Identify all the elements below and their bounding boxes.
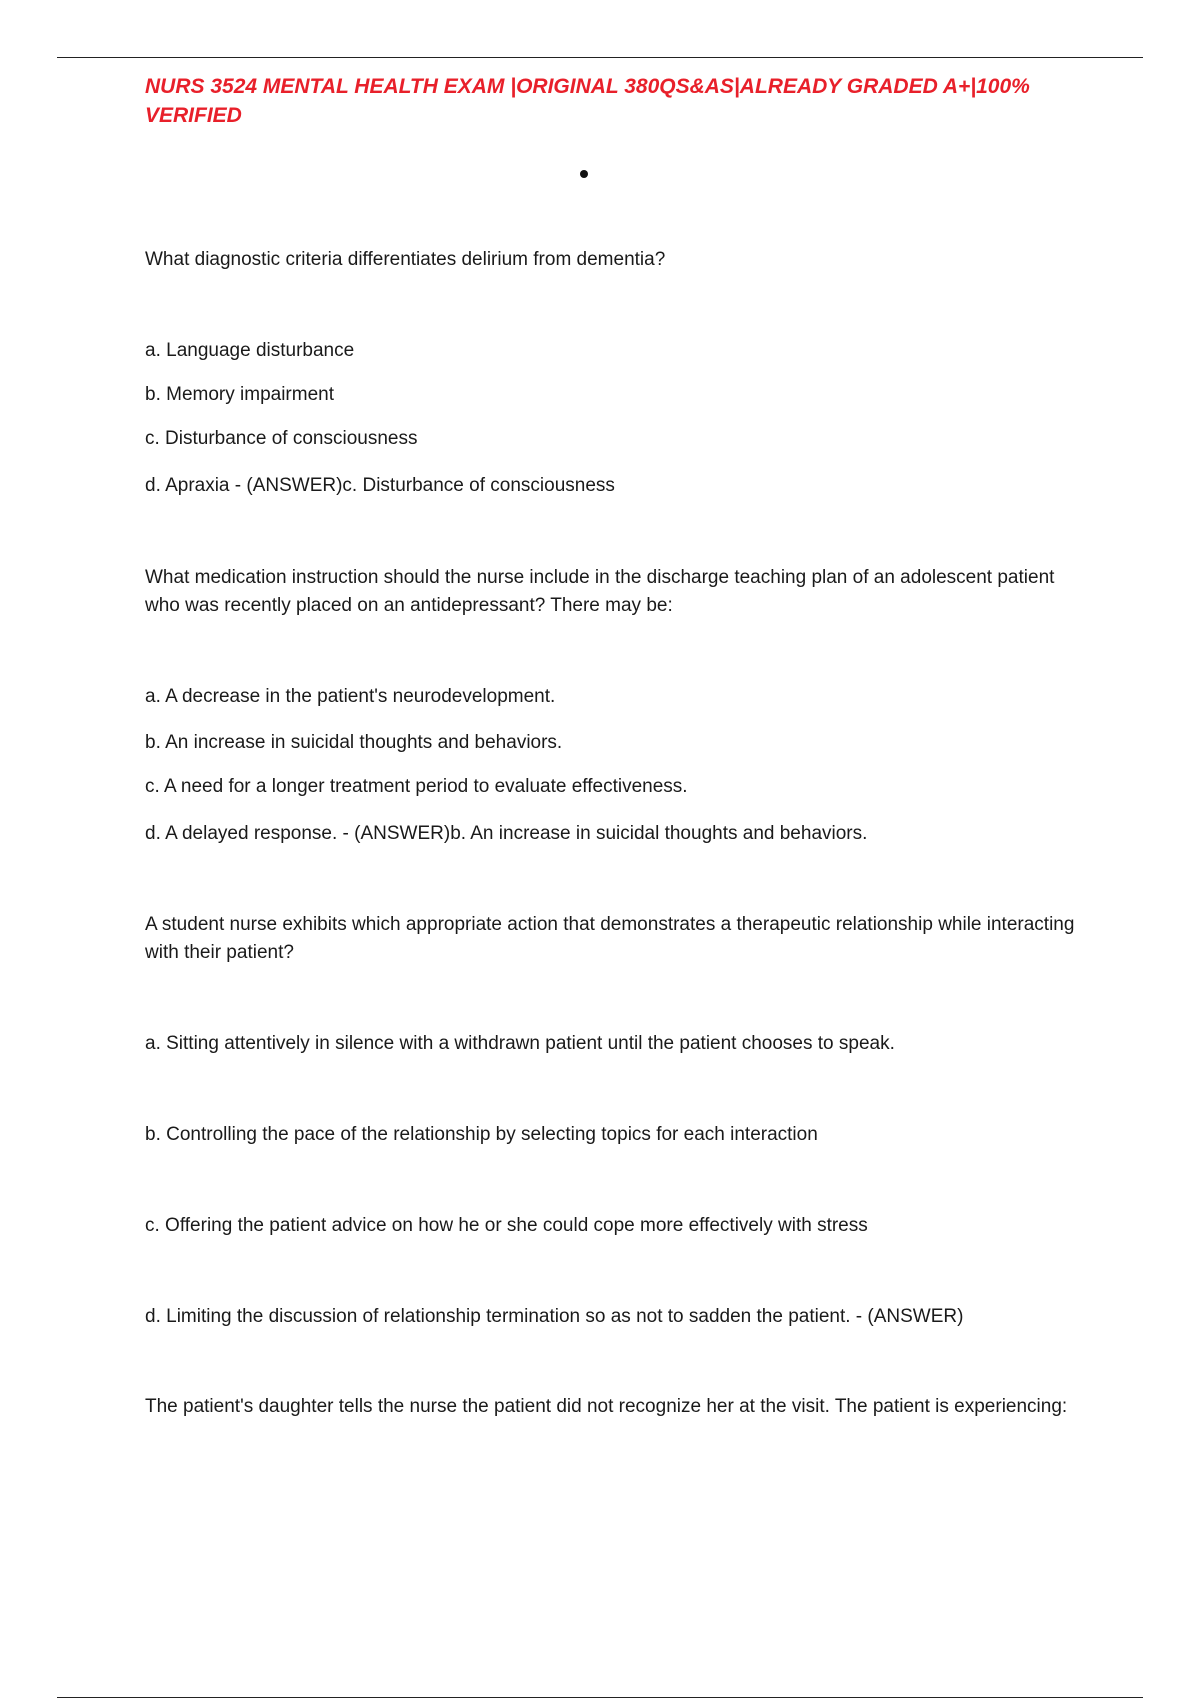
question-3-option-d: d. Limiting the discussion of relationship termination so as not to sadden the patient. - (ANSWER)	[145, 1306, 964, 1327]
question-4-text: The patient's daughter tells the nurse the patient did not recognize her at the visit. The patient is experiencing:	[145, 1396, 1068, 1417]
question-2-text: What medication instruction should the nurse include in the discharge teaching plan of an adolescent patient who was recently placed on an antidepressant? There may be:	[145, 567, 1055, 616]
question-2-option-a: a. A decrease in the patient's neurodevelopment.	[145, 686, 556, 707]
question-3-text: A student nurse exhibits which appropriate action that demonstrates a therapeutic relationship while interacting with their patient?	[145, 914, 1075, 963]
header-rule	[57, 57, 1143, 58]
question-1-option-a: a. Language disturbance	[145, 340, 355, 361]
question-1-option-c: c. Disturbance of consciousness	[145, 428, 418, 449]
question-3-option-c: c. Offering the patient advice on how he or she could cope more effectively with stress	[145, 1215, 868, 1236]
question-2-option-b: b. An increase in suicidal thoughts and behaviors.	[145, 732, 563, 753]
question-2-option-c: c. A need for a longer treatment period to evaluate effectiveness.	[145, 776, 688, 797]
question-3-option-a: a. Sitting attentively in silence with a withdrawn patient until the patient chooses to speak.	[145, 1033, 895, 1054]
document-title: NURS 3524 MENTAL HEALTH EXAM |ORIGINAL 380QS&AS|ALREADY GRADED A+|100% VERIFIED	[145, 75, 1030, 127]
question-3-option-b: b. Controlling the pace of the relationship by selecting topics for each interaction	[145, 1124, 818, 1145]
footer-rule	[57, 1697, 1143, 1698]
question-1-text: What diagnostic criteria differentiates delirium from dementia?	[145, 249, 666, 270]
bullet-icon	[580, 170, 588, 178]
question-1-option-b: b. Memory impairment	[145, 384, 334, 405]
question-2-option-d: d. A delayed response. - (ANSWER)b. An increase in suicidal thoughts and behaviors.	[145, 823, 868, 844]
question-1-option-d: d. Apraxia - (ANSWER)c. Disturbance of consciousness	[145, 475, 615, 496]
